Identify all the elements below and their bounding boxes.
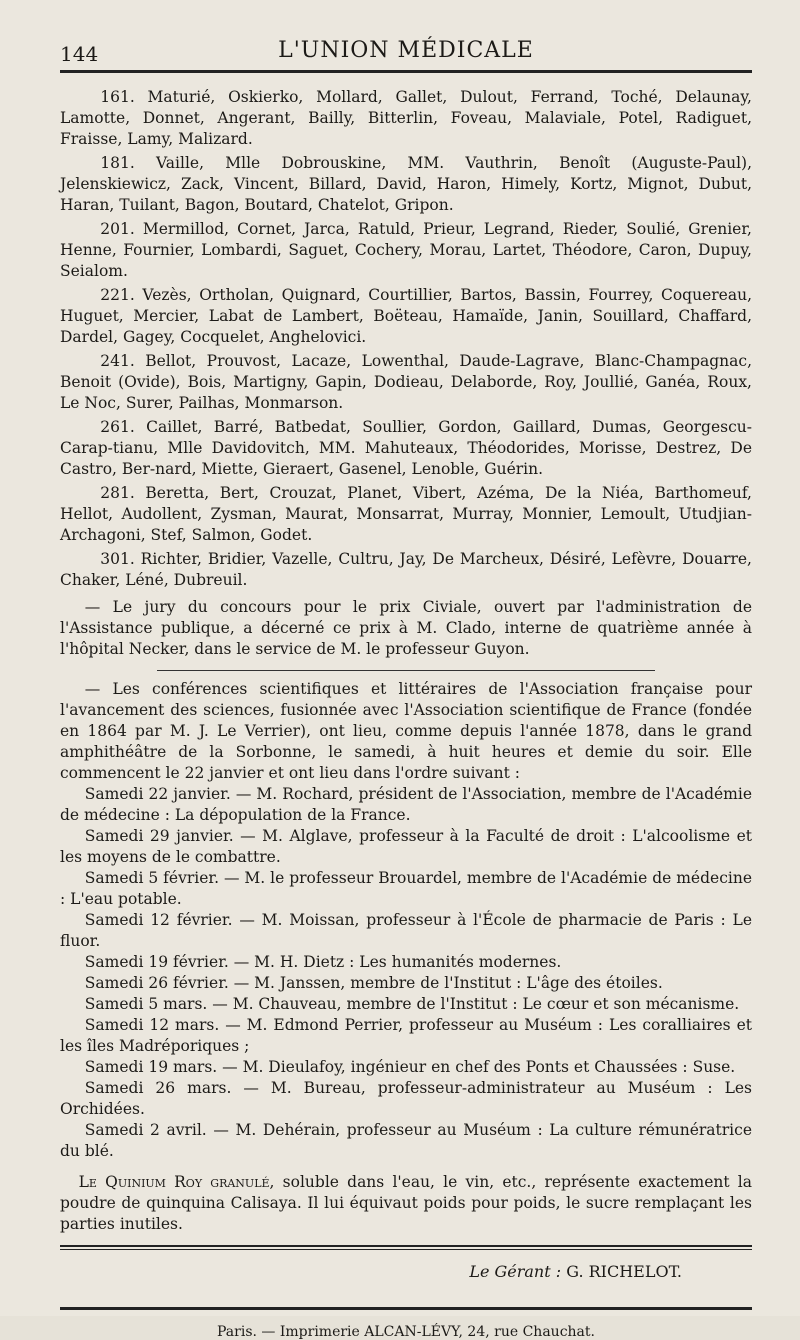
schedule-item: Samedi 12 février. — M. Moissan, professeur à l'École de pharmacie de Paris : Le fluor. [60, 911, 752, 950]
schedule-item: Samedi 5 mars. — M. Chauveau, membre de l'Institut : Le cœur et son mécanisme. [84, 995, 740, 1013]
running-title: L'UNION MÉDICALE [278, 38, 534, 63]
candidate-list-261: 261. Caillet, Barré, Batbedat, Soullier, Gordon, Gaillard, Dumas, Georgescu-Carap-tianu, Mlle Davidovitch, MM. Mahuteaux, Théodorides, Morisse, Destrez, De Castro, Ber-nard, Miette, Gieraert, Gasenel, Lenoble, Guérin. [60, 418, 752, 478]
printer-imprint: Paris. — Imprimerie ALCAN-LÉVY, 24, rue Chauchat. [217, 1324, 595, 1340]
candidate-list-161: 161. Maturié, Oskierko, Mollard, Gallet, Dulout, Ferrand, Toché, Delaunay, Lamotte, Donnet, Angerant, Bailly, Bitterlin, Foveau, Malaviale, Potel, Radiguet, Fraisse, Lamy, Malizard. [60, 88, 752, 148]
candidate-list-301: 301. Richter, Bridier, Vazelle, Cultru, Jay, De Marcheux, Désiré, Lefèvre, Douarre, Chaker, Léné, Dubreuil. [60, 550, 752, 589]
candidate-list-201: 201. Mermillod, Cornet, Jarca, Ratuld, Prieur, Legrand, Rieder, Soulié, Grenier, Henne, Fournier, Lombardi, Saguet, Cochery, Morau, Lartet, Théodore, Caron, Dupuy, Seialom. [60, 220, 752, 280]
schedule-item: Samedi 12 mars. — M. Edmond Perrier, professeur au Muséum : Les coralliaires et les îles Madréporiques ; [60, 1016, 752, 1055]
footer-rule [60, 1307, 752, 1310]
schedule-item: Samedi 19 mars. — M. Dieulafoy, ingénieur en chef des Ponts et Chaussées : Suse. [84, 1058, 736, 1076]
advert-brand: Le Quinium Roy granulé, [78, 1173, 275, 1191]
quinium-advert [60, 1172, 752, 1235]
schedule-item: Samedi 5 février. — M. le professeur Brouardel, membre de l'Académie de médecine : L'eau potable. [60, 869, 752, 908]
candidate-list-181: 181. Vaille, Mlle Dobrouskine, MM. Vauthrin, Benoît (Auguste-Paul), Jelenskiewicz, Zack, Vincent, Billard, David, Haron, Himely, Kortz, Mignot, Dubut, Haran, Tuilant, Bagon, Boutard, Chatelot, Gripon. [60, 154, 752, 214]
page-number: 144 [60, 42, 99, 66]
page-header [60, 30, 752, 70]
advert-text: soluble dans l'eau, le vin, etc., représente exactement la poudre de quinquina Calisaya. Il lui équivaut poids pour poids, le sucre remplaçant les parties inutiles. [60, 1173, 752, 1233]
schedule-item: Samedi 29 janvier. — M. Alglave, professeur à la Faculté de droit : L'alcoolisme et les moyens de le combattre. [60, 827, 752, 866]
schedule-item: Samedi 26 mars. — M. Bureau, professeur-administrateur au Muséum : Les Orchidées. [60, 1079, 752, 1118]
candidate-list-221: 221. Vezès, Ortholan, Quignard, Courtillier, Bartos, Bassin, Fourrey, Coquereau, Huguet, Mercier, Labat de Lambert, Boëteau, Hamaïde, Janin, Souillard, Chaffard, Dardel, Gagey, Cocquelet, Anghelovici. [60, 286, 752, 346]
section-divider [157, 670, 655, 671]
schedule-item: Samedi 2 avril. — M. Dehérain, professeur au Muséum : La culture rémunératrice du blé. [60, 1121, 752, 1160]
schedule-item: Samedi 22 janvier. — M. Rochard, président de l'Association, membre de l'Académie de médecine : La dépopulation de la France. [60, 785, 752, 824]
candidate-list-241: 241. Bellot, Prouvost, Lacaze, Lowenthal, Daude-Lagrave, Blanc-Champagnac, Benoit (Ovide), Bois, Martigny, Gapin, Dodieau, Delaborde, Roy, Joullié, Ganéa, Roux, Le Noc, Surer, Pailhas, Monmarson. [60, 352, 752, 412]
candidate-list-281: 281. Beretta, Bert, Crouzat, Planet, Vibert, Azéma, De la Niéa, Barthomeuf, Hellot, Audollent, Zysman, Maurat, Monsarrat, Murray, Monnier, Lemoult, Utudjian-Archagoni, Stef, Salmon, Godet. [60, 484, 752, 544]
civiale-prize-notice: — Le jury du concours pour le prix Civiale, ouvert par l'administration de l'Assistance publique, a décerné ce prix à M. Clado, interne de quatrième année à l'hôpital Necker, dans le service de M. le professeur Guyon. [60, 598, 752, 658]
schedule-item: Samedi 19 février. — M. H. Dietz : Les humanités modernes. [84, 953, 562, 971]
manager-label: Le Gérant : [469, 1262, 562, 1281]
manager-signature [60, 1262, 682, 1281]
article-body [60, 87, 752, 1235]
schedule-item: Samedi 26 février. — M. Janssen, membre de l'Institut : L'âge des étoiles. [84, 974, 663, 992]
footer-double-rule [60, 1245, 752, 1250]
manager-name: G. RICHELOT. [561, 1262, 682, 1281]
header-rule [60, 70, 752, 73]
conferences-notice: — Les conférences scientifiques et littéraires de l'Association française pour l'avancement des sciences, fusionnée avec l'Association scientifique de France (fondée en 1864 par M. J. Le Verrier), ont lieu, comme depuis l'année 1878, dans le grand amphithéâtre de la Sorbonne, le samedi, à huit heures et demie du soir. Elle commencent le 22 janvier et ont lieu dans l'ordre suivant : [60, 680, 752, 782]
